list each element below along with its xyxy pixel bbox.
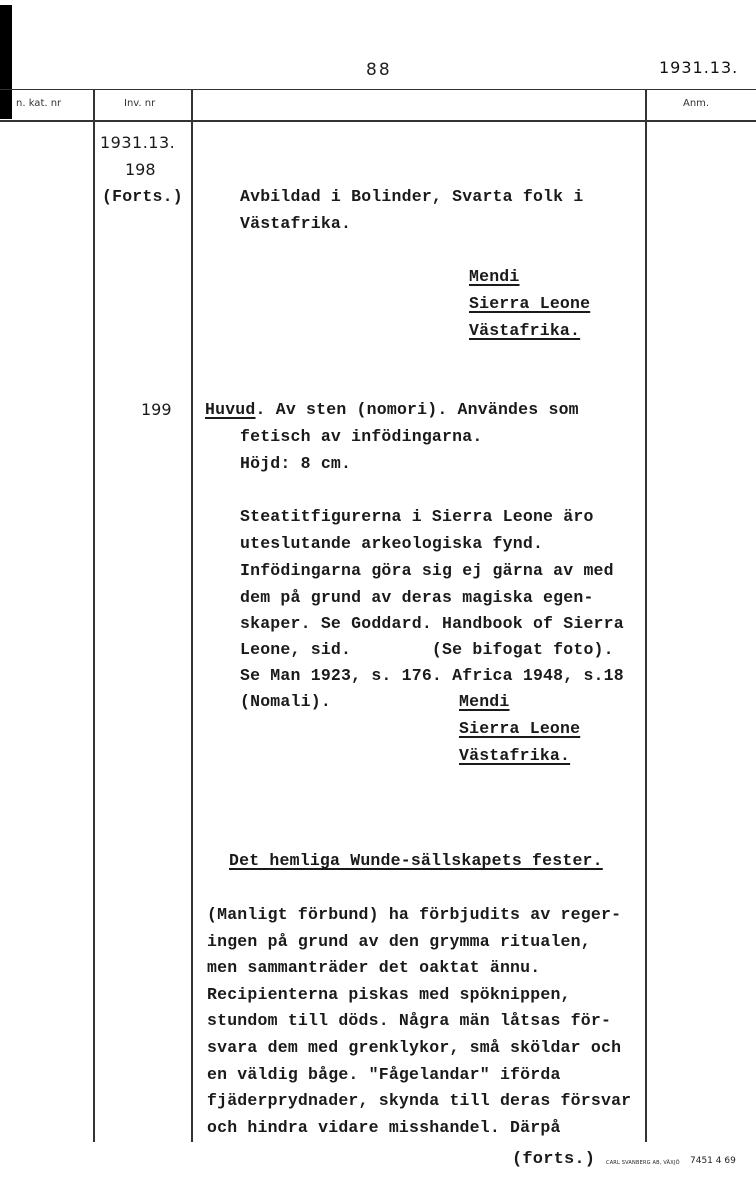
location-line: Mendi [459, 692, 510, 711]
entry-199-note-line: Steatitfigurerna i Sierra Leone äro [240, 507, 594, 526]
entry-199-note-line: skaper. Se Goddard. Handbook of Sierra [240, 614, 624, 633]
section-paragraph-line: stundom till döds. Några män låtsas för- [207, 1011, 612, 1030]
location-line: Mendi [469, 267, 520, 286]
location-line: Västafrika. [469, 321, 581, 340]
continued-marker: (forts.) [512, 1150, 596, 1169]
inv-number-198-register: 1931.13. [100, 133, 176, 152]
register-number: 1931.13. [659, 58, 739, 77]
entry-198-location [469, 294, 590, 313]
column-divider-3 [645, 89, 647, 1142]
section-heading [229, 851, 603, 870]
location-line: Västafrika. [459, 746, 571, 765]
column-header-anm: Anm. [683, 98, 710, 109]
section-heading-text: Det hemliga Wunde-sällskapets fester. [229, 851, 603, 870]
entry-199-note-line: Se Man 1923, s. 176. Africa 1948, s.18 [240, 666, 624, 685]
entry-199-title-rest: . Av sten (nomori). Användes som [255, 400, 579, 419]
section-paragraph-line: men sammanträder det oaktat ännu. [207, 958, 541, 977]
page-number: 88 [366, 60, 392, 80]
entry-199-note-line: dem på grund av deras magiska egen- [240, 588, 594, 607]
section-paragraph-line: svara dem med grenklykor, små sköldar och [207, 1038, 622, 1057]
form-code: 7451 4 69 [690, 1156, 736, 1166]
entry-199-title: Huvud [205, 400, 256, 419]
section-paragraph-line: (Manligt förbund) ha förbjudits av reger- [207, 905, 622, 924]
entry-199-note-line: Leone, sid. (Se bifogat foto). [240, 640, 614, 659]
inv-number-198: 198 [125, 160, 156, 179]
column-header-inv-nr: Inv. nr [124, 98, 156, 109]
section-paragraph-line: Recipienterna piskas med spöknippen, [207, 985, 571, 1004]
inv-number-198-forts: (Forts.) [102, 187, 183, 206]
entry-199-location [459, 719, 580, 738]
location-line: Sierra Leone [469, 294, 591, 313]
section-paragraph-line: ingen på grund av den grymma ritualen, [207, 932, 591, 951]
entry-198-location [469, 267, 520, 286]
entry-199-note-line: uteslutande arkeologiska fynd. [240, 534, 544, 553]
section-paragraph-line: en väldig båge. "Fågelandar" iförda [207, 1065, 561, 1084]
entry-199-text-line: Höjd: 8 cm. [240, 454, 352, 473]
entry-199-note-line: (Nomali). [240, 692, 331, 711]
inv-number-199: 199 [141, 400, 172, 419]
header-top-rule [0, 89, 756, 90]
entry-199-note-line: Infödingarna göra sig ej gärna av med [240, 561, 614, 580]
entry-198-text-line: Avbildad i Bolinder, Svarta folk i [240, 187, 584, 206]
column-divider-1 [93, 89, 95, 1142]
entry-198-location [469, 321, 580, 340]
entry-199-location [459, 746, 570, 765]
entry-199-title-line [205, 400, 579, 419]
section-paragraph-line: och hindra vidare misshandel. Därpå [207, 1118, 561, 1137]
binder-edge [0, 5, 12, 119]
location-line: Sierra Leone [459, 719, 581, 738]
entry-199-text-line: fetisch av infödingarna. [240, 427, 483, 446]
section-paragraph-line: fjäderprydnader, skynda till deras försvar [207, 1091, 632, 1110]
entry-199-location [459, 692, 510, 711]
column-header-kat-nr: n. kat. nr [16, 98, 62, 109]
column-divider-2 [191, 89, 193, 1142]
printer-imprint: CARL SVANBERG AB, VÄXJÖ [606, 1160, 680, 1166]
entry-198-text-line: Västafrika. [240, 214, 352, 233]
header-bottom-rule [0, 120, 756, 122]
